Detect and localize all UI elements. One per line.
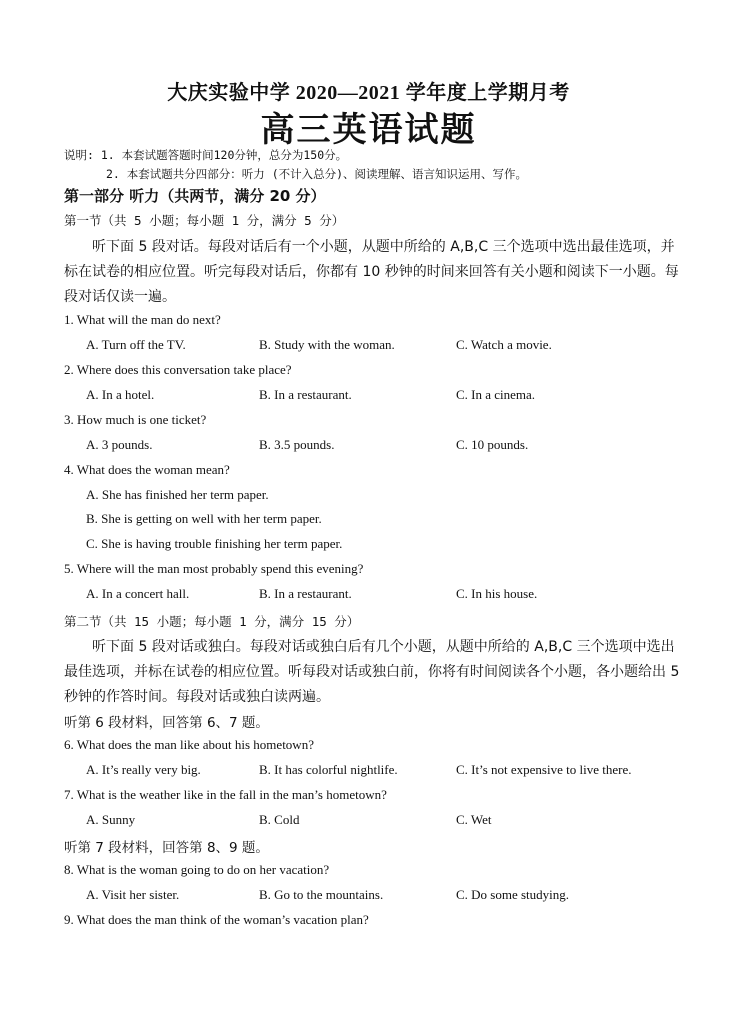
question-3: 3. How much is one ticket? [64, 412, 207, 427]
q7-option-b: B. Cold [259, 812, 300, 827]
q2-option-a: A. In a hotel. [86, 387, 155, 402]
q5-option-c: C. In his house. [456, 586, 538, 601]
q1-option-c: C. Watch a movie. [456, 337, 552, 352]
q4-option-a: A. She has finished her term paper. [86, 487, 269, 502]
section1-instruction-3: 段对话仅读一遍。 [64, 289, 176, 305]
question-5: 5. Where will the man most probably spend this evening? [64, 561, 364, 576]
q3-option-a: A. 3 pounds. [86, 437, 153, 452]
question-6: 6. What does the man like about his hometown? [64, 737, 314, 752]
school-header: 大庆实验中学 2020—2021 学年度上学期月考 [167, 82, 570, 104]
section2-instruction-2: 最佳选项，并标在试卷的相应位置。听每段对话或独白前，你将有时间阅读各个小题，各小题给出 5 [64, 664, 680, 680]
q8-option-a: A. Visit her sister. [86, 887, 180, 902]
section1-instruction-1: 听下面 5 段对话。每段对话后有一个小题，从题中所给的 A,B,C 三个选项中选出最佳选项，并 [92, 239, 675, 255]
q1-option-a: A. Turn off the TV. [86, 337, 186, 352]
material-6-heading: 听第 6 段材料，回答第 6、7 题。 [64, 715, 269, 731]
q7-option-c: C. Wet [456, 812, 492, 827]
q3-option-b: B. 3.5 pounds. [259, 437, 335, 452]
q5-option-a: A. In a concert hall. [86, 586, 190, 601]
q8-option-b: B. Go to the mountains. [259, 887, 384, 902]
q8-option-c: C. Do some studying. [456, 887, 570, 902]
note-line-1: 说明: 1. 本套试题答题时间120分钟，总分为150分。 [64, 148, 348, 162]
section2-title: 第二节（共 15 小题；每小题 1 分，满分 15 分） [64, 614, 360, 629]
question-4: 4. What does the woman mean? [64, 462, 230, 477]
question-8: 8. What is the woman going to do on her vacation? [64, 862, 330, 877]
q6-option-c: C. It’s not expensive to live there. [456, 762, 632, 777]
question-2: 2. Where does this conversation take place? [64, 362, 292, 377]
q4-option-b: B. She is getting on well with her term paper. [86, 511, 322, 526]
note-line-2: 2. 本套试题共分四部分：听力 (不计入总分)、阅读理解、语言知识运用、写作。 [106, 167, 528, 181]
q2-option-b: B. In a restaurant. [259, 387, 352, 402]
section1-instruction-2: 标在试卷的相应位置。听完每段对话后，你都有 10 秒钟的时间来回答有关小题和阅读下一小题。每 [64, 264, 679, 280]
section2-instruction-3: 秒钟的作答时间。每段对话或独白读两遍。 [64, 689, 330, 705]
q1-option-b: B. Study with the woman. [259, 337, 395, 352]
question-1: 1. What will the man do next? [64, 312, 221, 327]
q6-option-a: A. It’s really very big. [86, 762, 201, 777]
question-9: 9. What does the man think of the woman’s vacation plan? [64, 912, 369, 927]
q2-option-c: C. In a cinema. [456, 387, 536, 402]
q5-option-b: B. In a restaurant. [259, 586, 352, 601]
q4-option-c: C. She is having trouble finishing her term paper. [86, 536, 343, 551]
material-7-heading: 听第 7 段材料，回答第 8、9 题。 [64, 840, 269, 856]
section1-title: 第一节（共 5 小题；每小题 1 分，满分 5 分） [64, 213, 345, 228]
exam-title: 高三英语试题 [260, 112, 477, 149]
q6-option-b: B. It has colorful nightlife. [259, 762, 398, 777]
part1-title: 第一部分 听力（共两节，满分 20 分） [64, 187, 326, 205]
q7-option-a: A. Sunny [86, 812, 136, 827]
question-7: 7. What is the weather like in the fall in the man’s hometown? [64, 787, 387, 802]
section2-instruction-1: 听下面 5 段对话或独白。每段对话或独白后有几个小题，从题中所给的 A,B,C 三个选项中选出 [92, 639, 675, 655]
q3-option-c: C. 10 pounds. [456, 437, 529, 452]
